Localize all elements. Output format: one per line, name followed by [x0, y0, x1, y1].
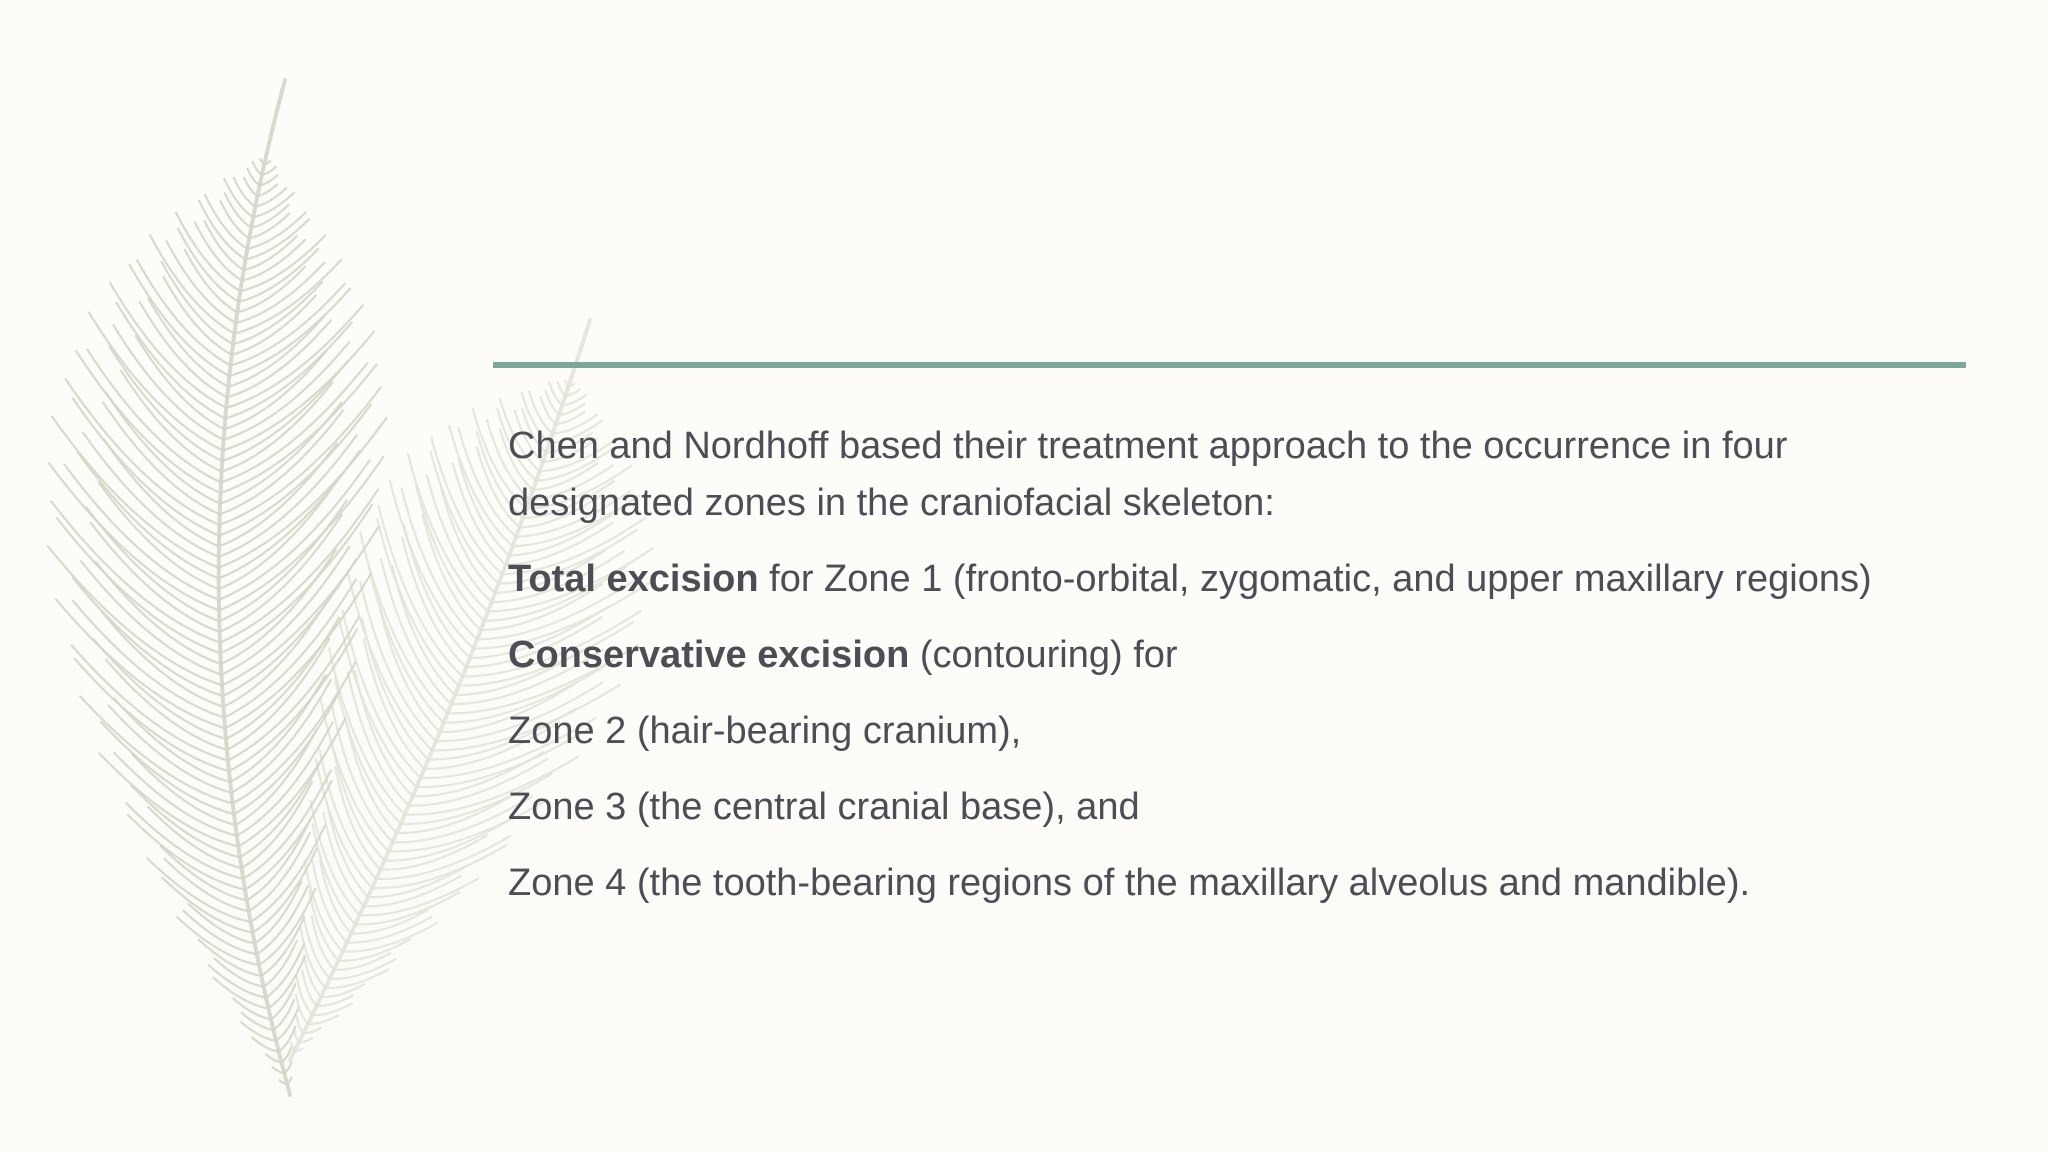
zone1-text: for Zone 1 (fronto-orbital, zygomatic, and upper maxillary regions)	[758, 558, 1872, 600]
zone1-line	[508, 551, 1948, 608]
contouring-text: (contouring) for	[909, 634, 1178, 676]
conservative-excision-label: Conservative excision	[508, 634, 910, 676]
zone4-line: Zone 4 (the tooth-bearing regions of the maxillary alveolus and mandible).	[508, 862, 1751, 904]
zone3-line: Zone 3 (the central cranial base), and	[508, 786, 1140, 828]
total-excision-label: Total excision	[508, 558, 759, 600]
intro-paragraph: Chen and Nordhoff based their treatment approach to the occurrence in four designated zones in the craniofacial skeleton:	[508, 425, 1788, 524]
zone2-line: Zone 2 (hair-bearing cranium),	[508, 710, 1022, 752]
slide-body	[508, 418, 1948, 931]
conservative-line	[508, 627, 1948, 684]
divider-line	[493, 362, 1966, 368]
